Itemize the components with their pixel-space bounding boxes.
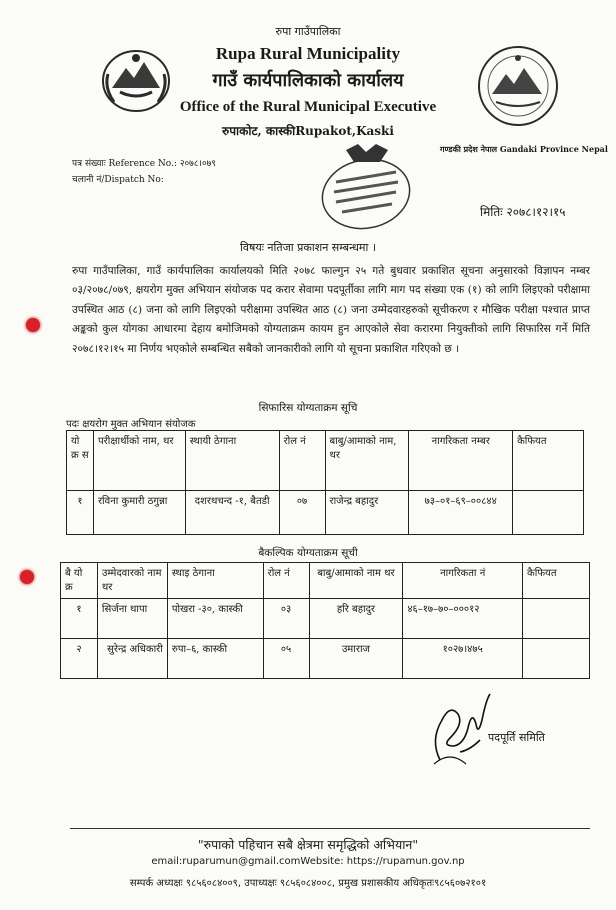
municipality-small-title: रुपा गाउँपालिका: [275, 25, 341, 38]
dispatch-number: चलानी नं/Dispatch No:: [72, 175, 164, 185]
office-stamp-logo: [316, 142, 416, 234]
office-address: रुपाकोट, कास्कीRupakot,Kaski: [222, 124, 394, 138]
column-header: नागरिकता नं: [403, 563, 523, 599]
cell-serial: २: [61, 639, 98, 679]
cell-roll: ०७: [279, 491, 325, 535]
letter-date: मितिः २०७८।१२।१५: [480, 205, 566, 219]
column-header: रोल नं: [279, 431, 325, 491]
footer-slogan: "रुपाको पहिचान सबै क्षेत्रमा समृद्धिको अभियान": [197, 837, 419, 852]
cell-address: दशरथचन्द -१, बैतडी: [185, 491, 279, 535]
table-row: [61, 599, 590, 639]
alternate-list-title: बैकल्पिक योग्यताक्रम सूची: [258, 547, 358, 559]
cell-name: सिर्जना थापा: [97, 599, 167, 639]
column-header: स्थायी ठेगाना: [185, 431, 279, 491]
cell-parent: उमाराज: [309, 639, 403, 679]
subject-line: विषयः नतिजा प्रकाशन सम्बन्धमा ।: [240, 241, 376, 254]
cell-remarks: [523, 639, 590, 679]
post-label: पदः क्षयरोग मुक्त अभियान संयोजक: [66, 419, 196, 430]
column-header: रोल नं: [263, 563, 309, 599]
punch-hole-dot: [26, 318, 40, 332]
footer-divider: [70, 828, 590, 829]
cell-remarks: [523, 599, 590, 639]
signer-label: पदपूर्ति समिति: [488, 731, 545, 744]
cell-citizenship: ७३–०१–६९–००८४४: [409, 491, 513, 535]
column-header: स्थाइ ठेगाना: [167, 563, 263, 599]
column-header: कैफियत: [513, 431, 584, 491]
column-header: परीक्षार्थीको नाम, थर: [93, 431, 185, 491]
alternate-table: [60, 562, 590, 679]
table-row: [67, 491, 584, 535]
notice-body: रुपा गाउँपालिका, गाउँ कार्यपालिका कार्यालयको मिति २०७८ फाल्गुन २५ गते बुधवार प्रकाशित सूचना अनुसारको विज्ञापन नम्बर ०३/२०७८/०७९, क्षयरोग मुक्त अभियान संयोजक पद करार सेवामा पदपूर्तीका लागि माग पद संख्या एक (१) को लागि लिइएको परीक्षामा उपस्थित आठ (८) जना को लागि लिइएको परीक्षामा उपस्थित आठ (८) जना उम्मेदवारहरुको सूचीकरण र मौखिक परीक्षा पश्चात प्राप्त अङ्कको कुल योगका आधारमा देहाय बमोजिमको योग्यताक्रम कायम हुन आएकोले सेवा करारमा नियुक्तीको लागि सिफारिस गर्ने मिति २०७८।१२।१५ मा निर्णय भएकोले सम्बन्धित सबैको जानकारीको लागि यो सूचना प्रकाशित गरिएको छ ।: [72, 265, 590, 355]
column-header: बाबु/आमाको नाम थर: [309, 563, 403, 599]
column-header: बै यो क्र: [61, 563, 98, 599]
footer-email-website: email:ruparumun@gmail.comWebsite: https://rupamun.gov.np: [151, 856, 465, 867]
table-header-row: [67, 431, 584, 491]
column-header: कैफियत: [523, 563, 590, 599]
column-header: बाबु/आमाको नाम, थर: [325, 431, 409, 491]
recommended-list-title: सिफारिस योग्यताक्रम सूचि: [258, 402, 358, 414]
province-label: गण्डकी प्रदेश नेपाल Gandaki Province Nepal: [440, 144, 608, 154]
cell-parent: राजेन्द्र बहादुर: [325, 491, 409, 535]
column-header: उम्मेदवारको नाम थर: [97, 563, 167, 599]
municipality-name-en: Rupa Rural Municipality: [215, 44, 401, 63]
punch-hole-dot: [20, 570, 34, 584]
cell-serial: १: [61, 599, 98, 639]
signature-image: [420, 680, 500, 770]
cell-parent: हरि बहादुर: [309, 599, 403, 639]
table-row: [61, 639, 590, 679]
cell-name: सुरेन्द्र अधिकारी: [97, 639, 167, 679]
column-header: नागरिकता नम्बर: [409, 431, 513, 491]
cell-roll: ०५: [263, 639, 309, 679]
cell-address: रुपा–६, कास्की: [167, 639, 263, 679]
cell-serial: १: [67, 491, 94, 535]
footer-phone-contacts: सम्पर्क अध्यक्षः ९८५६०८४००९, उपाध्यक्षः ९८५६०८४००८, प्रमुख प्रशासकीय अधिकृतः९८५६०७२१०१: [129, 878, 487, 889]
table-header-row: [61, 563, 590, 599]
cell-citizenship: १०२७।४७५: [403, 639, 523, 679]
reference-number: पत्र संख्याः Reference No.: २०७८।०७९: [72, 159, 216, 169]
column-header: यो क्र स: [67, 431, 94, 491]
cell-remarks: [513, 491, 584, 535]
cell-roll: ०३: [263, 599, 309, 639]
cell-name: रविना कुमारी ठगुन्ना: [93, 491, 185, 535]
cell-citizenship: ४६–१७–७०–०००१२: [403, 599, 523, 639]
office-name-ne: गाउँ कार्यपालिकाको कार्यालय: [212, 70, 404, 91]
cell-address: पोखरा -३०, कास्की: [167, 599, 263, 639]
recommended-table: [66, 430, 584, 535]
office-name-en: Office of the Rural Municipal Executive: [179, 99, 437, 115]
